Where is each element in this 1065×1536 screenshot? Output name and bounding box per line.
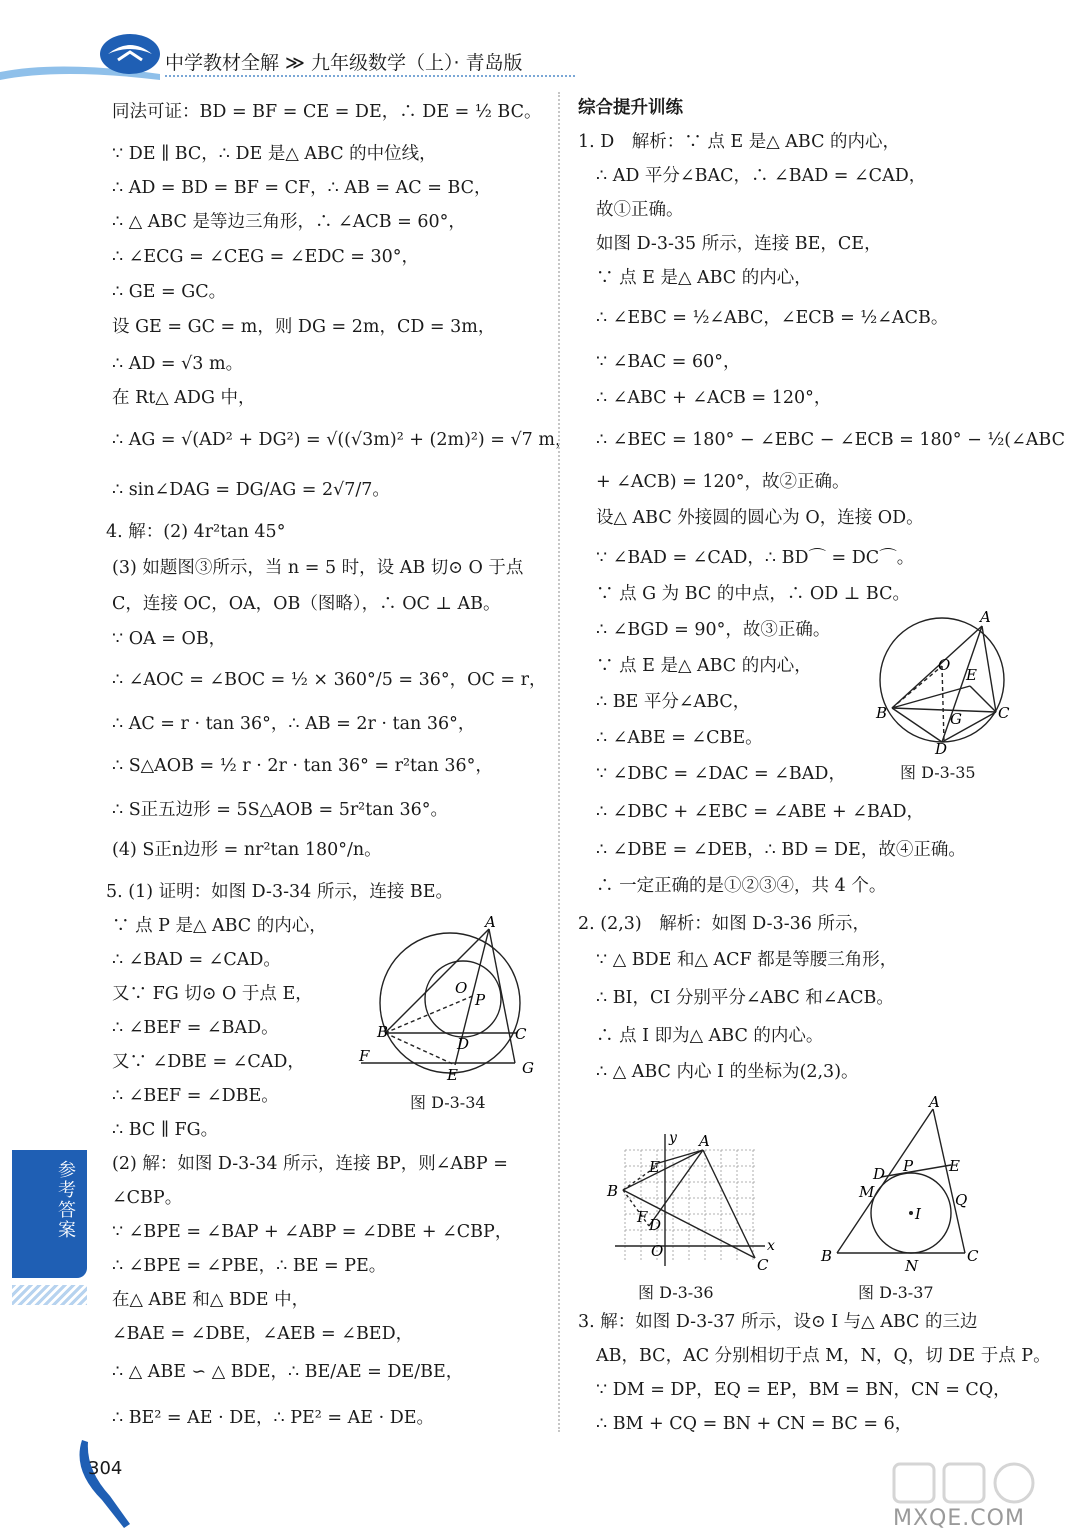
- text-line: ∵ DE ∥ BC，∴ DE 是△ ABC 的中位线，: [112, 144, 437, 164]
- text-line: ∴ ∠EBC = ½∠ABC，∠ECB = ½∠ACB。: [596, 308, 949, 328]
- text-line: ∵ ∠DBC = ∠DAC = ∠BAD，: [596, 764, 846, 784]
- figure-label: C: [515, 1025, 527, 1043]
- text-line: (3) 如题图③所示，当 n = 5 时，设 AB 切⊙ O 于点: [112, 558, 524, 578]
- figure-d-3-34: [355, 915, 545, 1085]
- figure-label: E: [966, 666, 977, 684]
- text-line: ∵ 点 E 是△ ABC 的内心，: [596, 268, 812, 288]
- text-line: ∵ 点 P 是△ ABC 的内心，: [112, 916, 327, 936]
- text-line: 故①正确。: [596, 200, 684, 220]
- text-line: ∴ ∠BEF = ∠DBE。: [112, 1086, 279, 1106]
- figure-label: P: [475, 991, 486, 1009]
- text-line: (2) 解：如图 D-3-34 所示，连接 BP，则∠ABP =: [112, 1154, 508, 1174]
- figure-label: G: [522, 1059, 534, 1077]
- text-line: + ∠ACB) = 120°，故②正确。: [596, 472, 850, 492]
- figure-label: N: [905, 1257, 919, 1275]
- text-line: ∴ ∠ECG = ∠CEG = ∠EDC = 30°，: [112, 247, 420, 267]
- text-line: ∴ 点 I 即为△ ABC 的内心。: [596, 1026, 824, 1046]
- text-line: ∴ AC = r · tan 36°，∴ AB = 2r · tan 36°，: [112, 714, 476, 734]
- text-line: 4. 解：(2) 4r²tan 45°: [106, 522, 286, 542]
- figure-label: A: [980, 608, 991, 626]
- figure-label: C: [757, 1256, 769, 1274]
- text-line: 5. (1) 证明：如图 D-3-34 所示，连接 BE。: [106, 882, 454, 902]
- text-line: ∴ BE 平分∠ABC，: [596, 692, 751, 712]
- figure-label: x: [767, 1238, 775, 1254]
- text-line: ∴ △ ABC 是等边三角形，∴ ∠ACB = 60°，: [112, 212, 466, 232]
- figure-label: D: [873, 1165, 886, 1183]
- figure-label: M: [859, 1183, 875, 1201]
- text-line: ∴ BI，CI 分别平分∠ABC 和∠ACB。: [596, 988, 894, 1008]
- header-rule: [165, 75, 575, 77]
- text-line: ∴ AG = √(AD² + DG²) = √((√3m)² + (2m)²) = √7 m，: [112, 430, 573, 450]
- text-line: 同法可证：BD = BF = CE = DE，∴ DE = ½ BC。: [112, 102, 542, 122]
- text-line: ∴ ∠DBC + ∠EBC = ∠ABE + ∠BAD，: [596, 802, 924, 822]
- figure-label: B: [821, 1247, 833, 1265]
- page-number: 304: [88, 1458, 123, 1479]
- text-line: ∴ BC ∥ FG。: [112, 1120, 219, 1140]
- page-header: [0, 30, 1048, 90]
- text-line: ∵ 点 E 是△ ABC 的内心，: [596, 656, 812, 676]
- text-line: ∴ ∠BGD = 90°，故③正确。: [596, 620, 831, 640]
- text-line: 3. 解：如图 D-3-37 所示，设⊙ I 与△ ABC 的三边: [578, 1312, 978, 1332]
- figure-label: D: [457, 1035, 470, 1053]
- book-logo-icon: [0, 30, 165, 90]
- figure-label: A: [485, 913, 496, 931]
- text-line: 又∵ ∠DBE = ∠CAD，: [112, 1052, 305, 1072]
- text-line: 设△ ABC 外接圆的圆心为 O，连接 OD。: [596, 508, 924, 528]
- section-title: 综合提升训练: [578, 98, 683, 118]
- text-line: ∵ OA = OB，: [112, 629, 227, 649]
- text-line: ∵ ∠BAD = ∠CAD，∴ BD⌒ = DC⌒。: [596, 548, 915, 568]
- figure-label: y: [669, 1130, 677, 1146]
- text-line: ∴ ∠BPE = ∠PBE，∴ BE = PE。: [112, 1256, 387, 1276]
- figure-caption: 图 D-3-36: [638, 1283, 714, 1302]
- figure-label: O: [455, 979, 468, 997]
- figure-label: F: [637, 1208, 648, 1226]
- text-line: 1. D 解析：∵ 点 E 是△ ABC 的内心，: [578, 132, 901, 152]
- figure-caption: 图 D-3-34: [410, 1093, 486, 1112]
- text-line: ∴ ∠BEF = ∠BAD。: [112, 1018, 279, 1038]
- column-divider: [558, 92, 560, 1432]
- text-line: ∴ S△AOB = ½ r · 2r · tan 36° = r²tan 36°，: [112, 756, 493, 776]
- text-line: ∴ S正五边形 = 5S△AOB = 5r²tan 36°。: [112, 800, 449, 820]
- figure-caption: 图 D-3-37: [858, 1283, 934, 1302]
- figure-label: D: [649, 1216, 662, 1234]
- text-line: ∵ ∠BAC = 60°，: [596, 352, 741, 372]
- figure-label: E: [649, 1158, 660, 1176]
- figure-label: E: [949, 1157, 960, 1175]
- figure-label: O: [651, 1242, 664, 1260]
- figure-label: B: [377, 1023, 389, 1041]
- text-line: ∴ 一定正确的是①②③④，共 4 个。: [596, 876, 887, 896]
- text-line: ∴ sin∠DAG = DG/AG = 2√7/7。: [112, 480, 390, 500]
- text-line: ∴ ∠BAD = ∠CAD。: [112, 950, 281, 970]
- text-line: (4) S正n边形 = nr²tan 180°/n。: [112, 840, 382, 860]
- figure-label: A: [929, 1093, 940, 1111]
- text-line: ∵ DM = DP，EQ = EP，BM = BN，CN = CQ，: [596, 1380, 1011, 1400]
- figure-label: A: [699, 1132, 710, 1150]
- answer-tab-label: 参考答案: [55, 1160, 76, 1240]
- text-line: ∴ AD = BD = BF = CF，∴ AB = AC = BC，: [112, 178, 492, 198]
- figure-label: I: [915, 1205, 921, 1223]
- figure-label: P: [903, 1157, 914, 1175]
- figure-label: B: [607, 1182, 619, 1200]
- text-line: 在△ ABE 和△ BDE 中，: [112, 1290, 310, 1310]
- figure-label: C: [998, 704, 1010, 722]
- text-line: ∴ ∠DBE = ∠DEB，∴ BD = DE，故④正确。: [596, 840, 966, 860]
- text-line: ∴ ∠ABC + ∠ACB = 120°，: [596, 388, 832, 408]
- text-line: ∠BAE = ∠DBE，∠AEB = ∠BED，: [112, 1324, 414, 1344]
- figure-caption: 图 D-3-35: [900, 763, 976, 782]
- figure-label: D: [935, 740, 948, 758]
- text-line: AB，BC，AC 分别相切于点 M，N，Q，切 DE 于点 P。: [596, 1346, 1051, 1366]
- figure-label: Q: [955, 1191, 968, 1209]
- text-line: ∴ △ ABE ∽ △ BDE，∴ BE/AE = DE/BE，: [112, 1362, 464, 1382]
- text-line: 在 Rt△ ADG 中，: [112, 388, 256, 408]
- figure-d-3-35: [870, 608, 1020, 758]
- text-line: ∴ AD 平分∠BAC，∴ ∠BAD = ∠CAD，: [596, 166, 927, 186]
- figure-label: C: [967, 1247, 979, 1265]
- text-line: C，连接 OC，OA，OB（图略），∴ OC ⊥ AB。: [112, 594, 501, 614]
- text-line: ∵ 点 G 为 BC 的中点，∴ OD ⊥ BC。: [596, 584, 910, 604]
- page-number-swoosh-icon: [72, 1440, 142, 1530]
- text-line: ∴ BM + CQ = BN + CN = BC = 6，: [596, 1414, 913, 1434]
- figure-label: E: [447, 1066, 458, 1084]
- text-line: ∴ △ ABC 内心 I 的坐标为(2,3)。: [596, 1062, 859, 1082]
- text-line: ∴ ∠ABE = ∠CBE。: [596, 728, 763, 748]
- figure-label: F: [359, 1047, 370, 1065]
- figure-d-3-37: [815, 1093, 995, 1275]
- text-line: ∵ △ BDE 和△ ACF 都是等腰三角形，: [596, 950, 898, 970]
- text-line: ∵ ∠BPE = ∠BAP + ∠ABP = ∠DBE + ∠CBP，: [112, 1222, 513, 1242]
- text-line: ∴ ∠BEC = 180° − ∠EBC − ∠ECB = 180° − ½(∠ABC: [596, 430, 1065, 450]
- watermark-text: MXQE.COM: [893, 1506, 1025, 1531]
- figure-label: G: [950, 710, 962, 728]
- text-line: 如图 D-3-35 所示，连接 BE，CE，: [596, 234, 882, 254]
- text-line: 又∵ FG 切⊙ O 于点 E，: [112, 984, 313, 1004]
- tab-stripe: [12, 1285, 87, 1305]
- header-title: 中学教材全解 ≫ 九年级数学（上）· 青岛版: [165, 52, 523, 74]
- text-line: ∠CBP。: [112, 1188, 183, 1208]
- text-line: ∴ AD = √3 m。: [112, 354, 244, 374]
- figure-label: B: [876, 704, 888, 722]
- text-line: ∴ ∠AOC = ∠BOC = ½ × 360°/5 = 36°，OC = r，: [112, 670, 547, 690]
- text-line: 设 GE = GC = m，则 DG = 2m，CD = 3m，: [112, 317, 496, 337]
- text-line: ∴ BE² = AE · DE，∴ PE² = AE · DE。: [112, 1408, 434, 1428]
- figure-label: O: [938, 656, 951, 674]
- text-line: ∴ GE = GC。: [112, 282, 227, 302]
- figure-d-3-36: [605, 1130, 785, 1278]
- text-line: 2. (2,3) 解析：如图 D-3-36 所示，: [578, 914, 870, 934]
